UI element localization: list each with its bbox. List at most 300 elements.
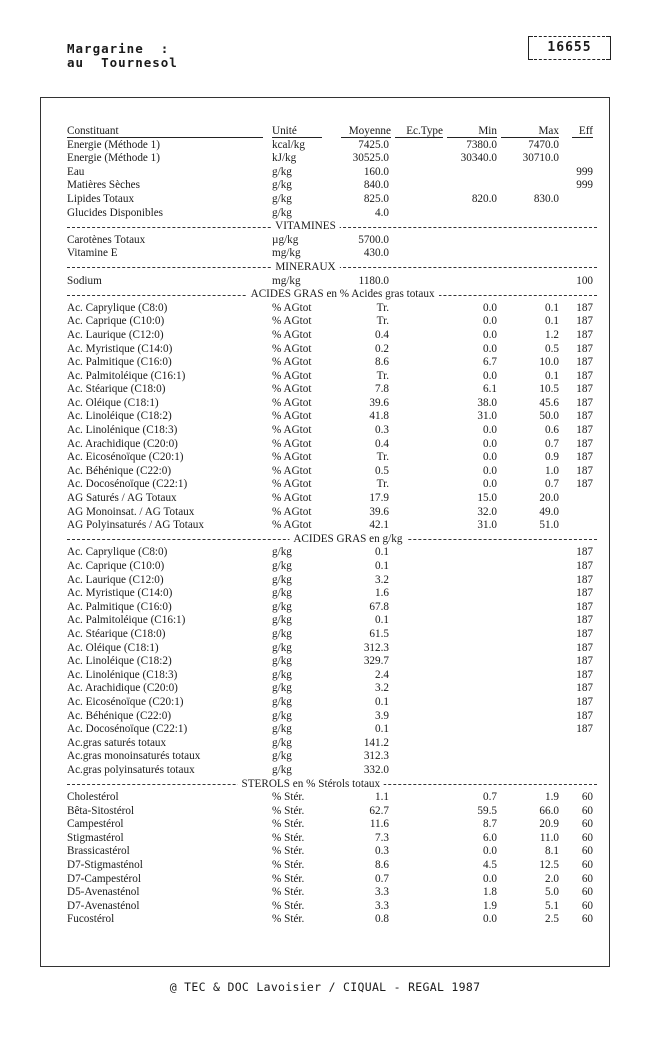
cell-name: Sodium: [67, 274, 102, 287]
cell-name: Ac. Docosénoïque (C22:1): [67, 478, 188, 491]
cell-max: 0.7: [545, 437, 559, 450]
table-row: [67, 845, 597, 859]
cell-name: Ac. Caprylique (C8:0): [67, 301, 168, 314]
cell-mean: 39.6: [369, 505, 389, 518]
cell-min: 0.0: [483, 872, 497, 885]
cell-unit: g/kg: [272, 682, 292, 695]
cell-unit: µg/kg: [272, 233, 299, 246]
cell-name: Ac. Caprique (C10:0): [67, 560, 165, 572]
table-row: [67, 397, 597, 411]
cell-unit: % AGtot: [272, 464, 312, 477]
cell-unit: % AGtot: [272, 301, 312, 314]
cell-unit: g/kg: [272, 600, 292, 613]
cell-mean: 5700.0: [358, 233, 389, 246]
cell-unit: g/kg: [272, 723, 292, 736]
cell-unit: % AGtot: [272, 356, 312, 369]
cell-mean: 3.9: [375, 709, 389, 722]
cell-name: Glucides Disponibles: [67, 206, 164, 219]
cell-mean: 329.7: [363, 655, 389, 668]
cell-min: 0.0: [483, 451, 497, 464]
cell-name: Stigmastérol: [67, 831, 124, 844]
cell-name: Campestérol: [67, 818, 124, 831]
cell-name: Ac. Béhénique (C22:0): [67, 709, 172, 722]
section-separator: [67, 533, 597, 547]
document-title: [67, 42, 178, 70]
cell-name: Ac. Palmitoléique (C16:1): [67, 614, 186, 627]
table-row: [67, 193, 597, 207]
cell-mean: 825.0: [363, 192, 389, 205]
cell-unit: % AGtot: [272, 505, 312, 518]
cell-mean: 4.0: [375, 206, 389, 219]
table-row: [67, 764, 597, 778]
cell-mean: 0.1: [375, 560, 389, 572]
cell-max: 0.5: [545, 342, 559, 355]
cell-name: Ac. Eicosénoïque (C20:1): [67, 451, 184, 464]
cell-mean: 141.2: [363, 736, 389, 749]
cell-eff: 187: [576, 600, 593, 613]
table-row: [67, 207, 597, 221]
cell-mean: 2.4: [375, 668, 389, 681]
table-row: [67, 247, 597, 261]
cell-mean: 0.1: [375, 695, 389, 708]
cell-unit: kJ/kg: [272, 152, 297, 165]
cell-unit: % AGtot: [272, 396, 312, 409]
cell-unit: g/kg: [272, 750, 292, 763]
cell-max: 45.6: [539, 396, 559, 409]
cell-max: 1.9: [545, 791, 559, 804]
table-row: [67, 805, 597, 819]
cell-max: 8.1: [545, 845, 559, 858]
cell-unit: % AGtot: [272, 451, 312, 464]
cell-mean: 0.3: [375, 424, 389, 437]
cell-unit: % AGtot: [272, 424, 312, 437]
column-header-eff: Eff: [572, 125, 593, 138]
cell-max: 2.0: [545, 872, 559, 885]
table-row: [67, 410, 597, 424]
cell-name: Ac. Arachidique (C20:0): [67, 437, 178, 450]
code-box-left-bracket: [528, 36, 533, 60]
cell-mean: 3.2: [375, 573, 389, 586]
cell-unit: g/kg: [272, 641, 292, 654]
cell-mean: 430.0: [363, 247, 389, 260]
table-row: [67, 614, 597, 628]
cell-min: 32.0: [477, 505, 497, 518]
cell-min: 0.0: [483, 464, 497, 477]
table-row: [67, 166, 597, 180]
cell-unit: % AGtot: [272, 369, 312, 382]
table-row: [67, 750, 597, 764]
cell-unit: % Stér.: [272, 818, 305, 831]
table-row: [67, 275, 597, 289]
cell-min: 0.0: [483, 424, 497, 437]
cell-name: D7-Campestérol: [67, 872, 141, 885]
cell-eff: 187: [576, 410, 593, 423]
cell-mean: 42.1: [369, 519, 389, 532]
cell-name: Ac. Docosénoïque (C22:1): [67, 723, 188, 736]
cell-name: Ac. Linolénique (C18:3): [67, 424, 178, 437]
cell-eff: 187: [576, 464, 593, 477]
table-row: [67, 723, 597, 737]
cell-max: 50.0: [539, 410, 559, 423]
cell-eff: 187: [576, 614, 593, 627]
section-title: ACIDES GRAS en g/kg: [289, 533, 406, 547]
table-row: [67, 601, 597, 615]
cell-mean: 3.3: [375, 886, 389, 899]
section-title: MINERAUX: [271, 261, 339, 275]
cell-name: Bêta-Sitostérol: [67, 804, 135, 817]
cell-unit: % AGtot: [272, 478, 312, 491]
table-row: [67, 492, 597, 506]
cell-mean: 332.0: [363, 763, 389, 776]
table-row: [67, 438, 597, 452]
cell-name: Matières Sèches: [67, 179, 141, 192]
cell-unit: g/kg: [272, 668, 292, 681]
cell-mean: 0.4: [375, 328, 389, 341]
cell-mean: 39.6: [369, 396, 389, 409]
column-header-min: Min: [447, 125, 497, 138]
cell-min: 0.0: [483, 913, 497, 926]
cell-mean: 61.5: [369, 627, 389, 640]
cell-min: 0.0: [483, 437, 497, 450]
table-row: [67, 655, 597, 669]
cell-max: 12.5: [539, 859, 559, 872]
cell-name: D5-Avenasténol: [67, 886, 140, 899]
cell-eff: 187: [576, 369, 593, 382]
section-title: VITAMINES: [271, 220, 340, 234]
title-line-1: Margarine :: [67, 41, 170, 56]
cell-name: Ac. Laurique (C12:0): [67, 573, 164, 586]
column-header-moyenne: Moyenne: [341, 125, 391, 138]
section-separator: [67, 288, 597, 302]
cell-unit: g/kg: [272, 614, 292, 627]
column-header-unite: Unité: [272, 125, 322, 138]
cell-unit: g/kg: [272, 165, 292, 178]
column-header-max: Max: [501, 125, 559, 138]
cell-mean: 1180.0: [358, 274, 389, 287]
section-title: ACIDES GRAS en % Acides gras totaux: [247, 288, 439, 302]
cell-unit: % AGtot: [272, 342, 312, 355]
cell-name: Ac. Linoléique (C18:2): [67, 655, 172, 668]
cell-eff: 60: [581, 859, 593, 872]
cell-max: 20.0: [539, 492, 559, 505]
cell-max: 830.0: [533, 192, 559, 205]
cell-eff: 187: [576, 723, 593, 736]
cell-mean: 0.1: [375, 614, 389, 627]
cell-mean: 11.6: [369, 818, 389, 831]
cell-name: Ac. Laurique (C12:0): [67, 328, 164, 341]
cell-mean: 0.1: [375, 546, 389, 559]
cell-max: 7470.0: [528, 138, 559, 151]
table-row: [67, 383, 597, 397]
section-separator: [67, 220, 597, 234]
cell-min: 38.0: [477, 396, 497, 409]
cell-name: Ac. Myristique (C14:0): [67, 587, 173, 600]
table-row: [67, 737, 597, 751]
cell-unit: % Stér.: [272, 899, 305, 912]
cell-max: 0.1: [545, 369, 559, 382]
cell-name: Cholestérol: [67, 791, 119, 804]
section-title: STEROLS en % Stérols totaux: [238, 778, 385, 792]
cell-unit: % AGtot: [272, 383, 312, 396]
cell-mean: Tr.: [376, 301, 389, 314]
cell-unit: g/kg: [272, 573, 292, 586]
cell-eff: 60: [581, 831, 593, 844]
table-row: [67, 179, 597, 193]
cell-eff: 187: [576, 315, 593, 328]
table-row: [67, 478, 597, 492]
cell-name: Ac.gras monoinsaturés totaux: [67, 750, 201, 763]
cell-min: 0.0: [483, 328, 497, 341]
cell-min: 0.0: [483, 478, 497, 491]
cell-name: Lipides Totaux: [67, 192, 135, 205]
table-row: [67, 791, 597, 805]
table-row: [67, 329, 597, 343]
cell-eff: 100: [576, 274, 593, 287]
cell-max: 20.9: [539, 818, 559, 831]
cell-max: 1.2: [545, 328, 559, 341]
cell-unit: g/kg: [272, 587, 292, 600]
cell-eff: 60: [581, 913, 593, 926]
cell-max: 11.0: [539, 831, 559, 844]
cell-name: Ac. Palmitique (C16:0): [67, 356, 172, 369]
cell-min: 6.1: [483, 383, 497, 396]
code-box-right-bracket: [606, 36, 611, 60]
cell-mean: 7.8: [375, 383, 389, 396]
cell-name: D7-Avenasténol: [67, 899, 140, 912]
cell-eff: 187: [576, 451, 593, 464]
cell-unit: g/kg: [272, 709, 292, 722]
table-row: [67, 546, 597, 560]
cell-unit: % Stér.: [272, 791, 305, 804]
table-row: [67, 900, 597, 914]
cell-mean: 17.9: [369, 492, 389, 505]
table-row: [67, 832, 597, 846]
cell-mean: 0.4: [375, 437, 389, 450]
cell-mean: 840.0: [363, 179, 389, 192]
cell-min: 31.0: [477, 519, 497, 532]
cell-mean: 0.1: [375, 723, 389, 736]
cell-name: Ac.gras saturés totaux: [67, 736, 167, 749]
cell-unit: % Stér.: [272, 831, 305, 844]
cell-unit: g/kg: [272, 179, 292, 192]
table-row: [67, 343, 597, 357]
cell-unit: g/kg: [272, 546, 292, 559]
cell-eff: 187: [576, 301, 593, 314]
cell-min: 59.5: [477, 804, 497, 817]
cell-eff: 187: [576, 682, 593, 695]
table-row: [67, 465, 597, 479]
cell-min: 0.0: [483, 301, 497, 314]
table-row: [67, 370, 597, 384]
cell-unit: % AGtot: [272, 328, 312, 341]
table-row: [67, 451, 597, 465]
cell-eff: 187: [576, 627, 593, 640]
cell-name: Ac.gras polyinsaturés totaux: [67, 763, 195, 776]
cell-max: 10.0: [539, 356, 559, 369]
food-code-box: [528, 36, 611, 60]
table-row: [67, 315, 597, 329]
cell-mean: 0.3: [375, 845, 389, 858]
cell-unit: % Stér.: [272, 872, 305, 885]
table-body: [67, 139, 597, 927]
cell-name: Ac. Caprylique (C8:0): [67, 546, 168, 559]
cell-mean: 67.8: [369, 600, 389, 613]
cell-min: 1.8: [483, 886, 497, 899]
cell-mean: 41.8: [369, 410, 389, 423]
table-row: [67, 710, 597, 724]
table-row: [67, 560, 597, 574]
cell-eff: 60: [581, 791, 593, 804]
cell-max: 66.0: [539, 804, 559, 817]
cell-name: Ac. Stéarique (C18:0): [67, 627, 166, 640]
cell-name: Ac. Oléique (C18:1): [67, 396, 159, 409]
cell-name: Energie (Méthode 1): [67, 138, 160, 151]
cell-mean: 8.6: [375, 859, 389, 872]
cell-min: 0.0: [483, 315, 497, 328]
cell-min: 0.0: [483, 369, 497, 382]
cell-eff: 187: [576, 437, 593, 450]
table-row: [67, 818, 597, 832]
cell-eff: 60: [581, 818, 593, 831]
cell-mean: 3.3: [375, 899, 389, 912]
cell-max: 51.0: [539, 519, 559, 532]
cell-min: 0.0: [483, 845, 497, 858]
cell-unit: g/kg: [272, 206, 292, 219]
cell-max: 1.0: [545, 464, 559, 477]
table-row: [67, 628, 597, 642]
cell-min: 820.0: [471, 192, 497, 205]
table-row: [67, 152, 597, 166]
cell-eff: 187: [576, 668, 593, 681]
cell-eff: 187: [576, 546, 593, 559]
cell-max: 5.0: [545, 886, 559, 899]
cell-min: 6.0: [483, 831, 497, 844]
composition-table: [67, 125, 597, 927]
cell-mean: 0.8: [375, 913, 389, 926]
cell-mean: 1.1: [375, 791, 389, 804]
cell-max: 0.6: [545, 424, 559, 437]
cell-eff: 187: [576, 396, 593, 409]
table-row: [67, 682, 597, 696]
cell-unit: g/kg: [272, 627, 292, 640]
cell-unit: g/kg: [272, 192, 292, 205]
cell-min: 4.5: [483, 859, 497, 872]
cell-mean: Tr.: [376, 478, 389, 491]
cell-max: 0.1: [545, 301, 559, 314]
column-header-constituant: Constituant: [67, 125, 263, 138]
title-line-2: au Tournesol: [67, 55, 178, 70]
cell-name: Brassicastérol: [67, 845, 130, 858]
cell-name: Vitamine E: [67, 247, 118, 260]
copyright-footer: @ TEC & DOC Lavoisier / CIQUAL - REGAL 1987: [169, 980, 481, 994]
cell-unit: mg/kg: [272, 274, 301, 287]
cell-name: Fucostérol: [67, 913, 115, 926]
cell-name: Ac. Eicosénoïque (C20:1): [67, 695, 184, 708]
cell-max: 49.0: [539, 505, 559, 518]
cell-min: 6.7: [483, 356, 497, 369]
cell-min: 30340.0: [460, 152, 497, 165]
cell-unit: % Stér.: [272, 845, 305, 858]
cell-eff: 187: [576, 424, 593, 437]
cell-mean: Tr.: [376, 315, 389, 328]
cell-name: AG Monoinsat. / AG Totaux: [67, 505, 195, 518]
table-row: [67, 642, 597, 656]
cell-mean: 8.6: [375, 356, 389, 369]
table-header: [67, 125, 597, 139]
cell-max: 0.7: [545, 478, 559, 491]
cell-min: 7380.0: [466, 138, 497, 151]
cell-eff: 187: [576, 573, 593, 586]
code-box-bottom-dash: [534, 59, 605, 60]
cell-min: 0.7: [483, 791, 497, 804]
table-row: [67, 356, 597, 370]
cell-name: AG Saturés / AG Totaux: [67, 492, 177, 505]
cell-name: Eau: [67, 165, 85, 178]
cell-unit: % Stér.: [272, 859, 305, 872]
cell-min: 8.7: [483, 818, 497, 831]
table-row: [67, 669, 597, 683]
cell-mean: 62.7: [369, 804, 389, 817]
cell-eff: 60: [581, 845, 593, 858]
cell-name: Ac. Myristique (C14:0): [67, 342, 173, 355]
cell-unit: g/kg: [272, 736, 292, 749]
cell-name: Ac. Palmitique (C16:0): [67, 600, 172, 613]
cell-eff: 187: [576, 695, 593, 708]
cell-name: Ac. Linolénique (C18:3): [67, 668, 178, 681]
cell-unit: % Stér.: [272, 913, 305, 926]
cell-mean: 0.7: [375, 872, 389, 885]
table-row: [67, 873, 597, 887]
cell-mean: Tr.: [376, 451, 389, 464]
cell-eff: 187: [576, 478, 593, 491]
cell-unit: kcal/kg: [272, 138, 305, 151]
cell-min: 31.0: [477, 410, 497, 423]
cell-mean: 312.3: [363, 641, 389, 654]
cell-unit: g/kg: [272, 655, 292, 668]
cell-mean: 312.3: [363, 750, 389, 763]
cell-eff: 187: [576, 560, 593, 572]
table-row: [67, 886, 597, 900]
code-box-top-dash: [534, 36, 605, 37]
cell-mean: 1.6: [375, 587, 389, 600]
cell-name: AG Polyinsaturés / AG Totaux: [67, 519, 204, 532]
cell-unit: mg/kg: [272, 247, 301, 260]
table-row: [67, 696, 597, 710]
table-row: [67, 424, 597, 438]
cell-max: 30710.0: [522, 152, 559, 165]
column-header-ectype: Ec.Type: [395, 125, 443, 138]
cell-eff: 187: [576, 709, 593, 722]
cell-eff: 999: [576, 165, 593, 178]
cell-min: 15.0: [477, 492, 497, 505]
cell-unit: g/kg: [272, 695, 292, 708]
table-row: [67, 913, 597, 927]
cell-mean: 30525.0: [352, 152, 389, 165]
cell-min: 1.9: [483, 899, 497, 912]
cell-eff: 187: [576, 655, 593, 668]
cell-name: Ac. Linoléique (C18:2): [67, 410, 172, 423]
cell-min: 0.0: [483, 342, 497, 355]
cell-unit: % AGtot: [272, 437, 312, 450]
cell-max: 2.5: [545, 913, 559, 926]
cell-eff: 187: [576, 356, 593, 369]
cell-max: 5.1: [545, 899, 559, 912]
cell-max: 10.5: [539, 383, 559, 396]
cell-unit: % AGtot: [272, 410, 312, 423]
table-row: [67, 519, 597, 533]
food-code: 16655: [547, 40, 592, 55]
cell-unit: g/kg: [272, 763, 292, 776]
